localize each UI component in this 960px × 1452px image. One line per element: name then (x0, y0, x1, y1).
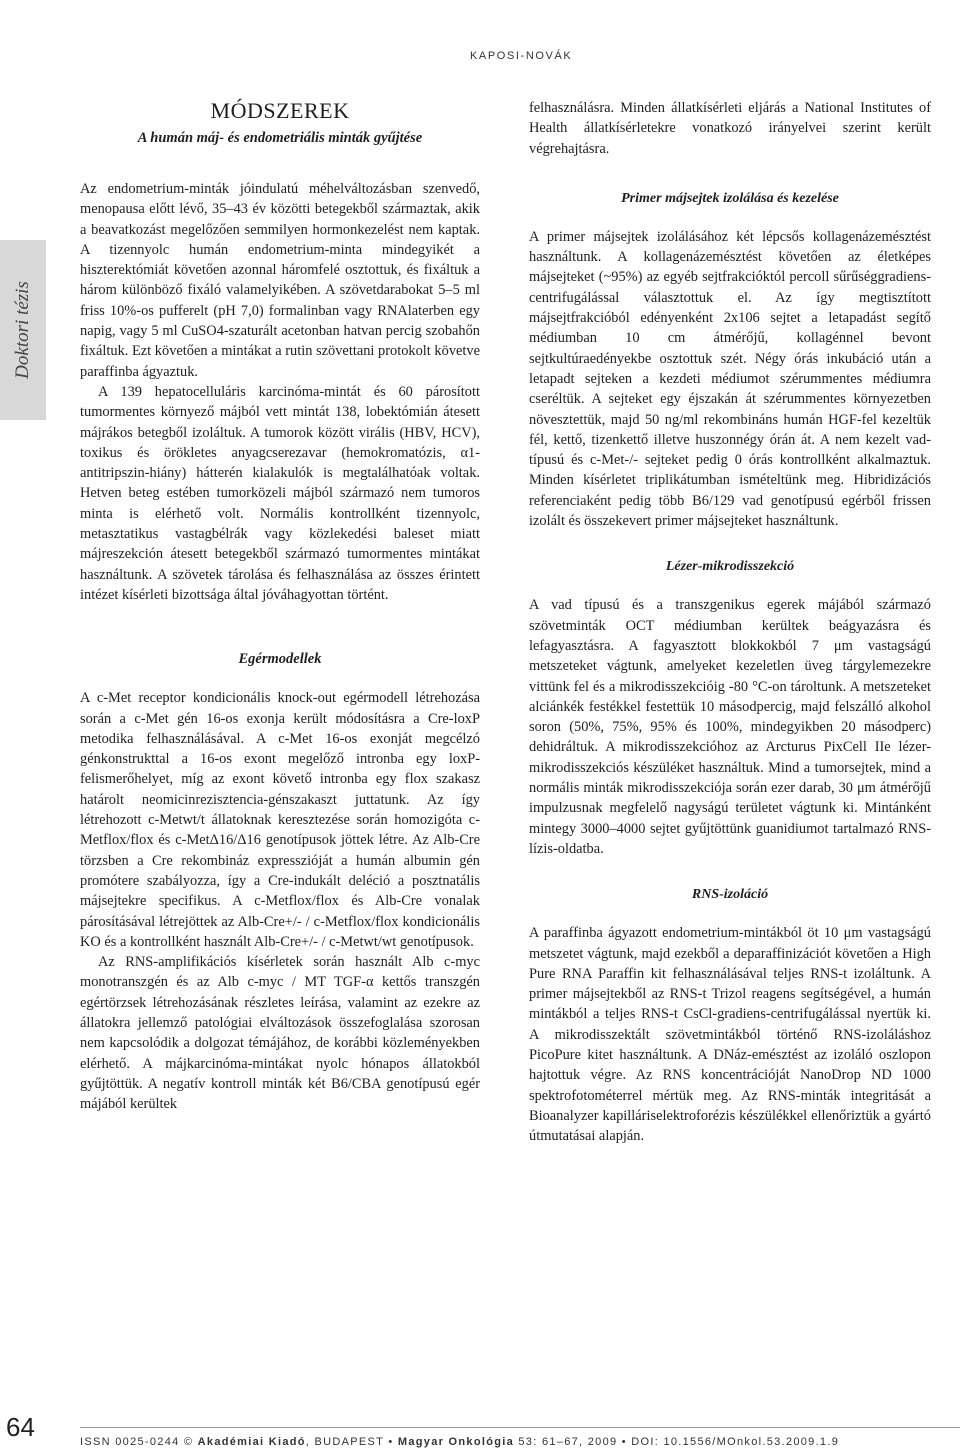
running-head: KAPOSI-NOVÁK (470, 50, 573, 62)
footer-city: , BUDAPEST • (305, 1436, 394, 1448)
subheading-rna-isolation: RNS-izoláció (691, 887, 769, 903)
paragraph-transgenic: Az RNS-amplifikációs kísérletek során használt Alb c-myc monotranszgén és az Alb c-myc / MT TGF-α kettős transzgén egértörzsek létrehozásának részletes leírása, valamint az ezekre az állatokra jellemző patológiai elváltozások összefoglalása szorosan nem kapcsolódik a dolgozat témájához, de korábbi közleményekben elérhető. A májkarcinóma-mintákat nyolc hónapos állatokból gyűjtöttük. A negatív kontroll minták két B6/CBA genotípusú egér májából kerültek (80, 954, 480, 1113)
subheading-lcm: Lézer-mikrodisszekció (665, 559, 795, 575)
footer-rule (80, 1427, 960, 1428)
paragraph-lcm: A vad típusú és a transzgenikus egerek májából származó szövetminták OCT médiumban kerültek beágyazásra és lefagyasztásra. A fagyasztott blokkokból 7 μm vastagságú metszeteket vágtunk, amelyeket kezeletlen üveg tárgylemezekre vittünk fel és a mikrodisszekcióig -80 °C-on tároltunk. A metszeteket alciánkék festékkel festettük 10 másodpercig, majd felszálló alkohol soron (50%, 75%, 95% és 100%, mindegyikben 20 másodperc) dehidráltuk. A mikrodisszekcióhoz az Arcturus PixCell IIe lézer-mikrodisszekciós készüléket használtuk. Mind a tumorsejtek, mind a normális minták mikrodisszekciója során ezer darab, 30 μm átmérőjű impulzusnak megfelelő nagyságú területet vágtunk ki. Mintánként mintegy 3000–4000 sejtet gyűjtöttünk guanidiumot tartalmazó RNS-lízis-oldatba. (529, 597, 931, 857)
side-tab-label: Doktori tézis (12, 281, 33, 379)
footer-volume-doi: 53: 61–67, 2009 • DOI: 10.1556/MOnkol.53.2009.1.9 (518, 1436, 840, 1448)
paragraph-endometrium: Az endometrium-minták jóindulatú méhelváltozásban szenvedő, menopausa előtt lévő, 35–43 év közötti betegekből származtak, akik a beavatkozást megelőzően semmilyen hormonkezelést nem kaptak. A tizennyolc humán endometrium-minta mindegyikét a hiszterektómiát követően azonnal háromfelé osztottuk, és fixáltuk a három különböző fixáló valamelyikében. A szövetdarabokat 5–5 ml friss 10%-os pufferelt (pH 7,0) formalinban vagy RNAlaterben egy napig, vagy 5 ml CuSO4-szaturált acetonban hatvan percig szobahőn fixáltuk. Ezt követően a mintákat a rutin szövettani protokolt követve paraffinba ágyaztuk. (80, 181, 480, 380)
paragraph-animal-ethics: felhasználásra. Minden állatkísérleti eljárás a National Institutes of Health állatkísérletekre vonatkozó irányelvei szerint került végrehajtásra. (529, 100, 931, 157)
page-number: 64 (6, 1412, 35, 1442)
footer-citation (80, 1436, 839, 1448)
section-title: MÓDSZEREK (210, 98, 350, 123)
subheading-sample-collection: A humán máj- és endometriális minták gyűjtése (137, 130, 423, 146)
left-column (80, 98, 480, 1114)
paragraph-cmet-ko: A c-Met receptor kondicionális knock-out egérmodell létrehozása során a c-Met gén 16-os exonja került módosításra a Cre-loxP metodika felhasználásával. A c-Met 16-os exonját megcélzó génkonstrukttal a 16-os exont megelőző intronba egy loxP-felismerőhelyet, míg az exont követő intronba egy flox szakasz határolt neomicinrezisztencia-génszakaszt juttatunk. Az így létrehozott c-Metwt/t állatoknak keresztezése során homozigóta c-Metflox/flox és c-MetΔ16/Δ16 genotípusok jöttek létre. Az Alb-Cre törzsben a Cre rekombináz expresszióját a humán albumin gén promótere szabályozza, így a Cre-indukált deléció a posztnatális májsejtekre specifikus. A c-Metflox/flox és Alb-Cre vonalak párosításával létrejöttek az Alb-Cre+/- / c-Metflox/flox kondicionális KO és a kontrollként használt Alb-Cre+/- / c-Metwt/wt genotípusok. (80, 690, 480, 950)
paragraph-hcc-samples: A 139 hepatocelluláris karcinóma-mintát és 60 párosított tumormentes környező májból vett mintát 138, lobektómián átesett májrákos betegből izoláltuk. A tumorok között virális (HBV, HCV), toxikus és örökletes anyagcserezavar (hemokromatózis, α1-antitripszin-hiány) hátterén kialakulók is megtalálhatóak voltak. Hetven beteg estében tumorközeli májból származó nem tumoros minta is elérhető volt. Normális kontrollként tizennyolc, metasztatikus vastagbélrák vagy közlekedési baleset miatt májreszekción átesett betegekből származó tumormentes mintákat használtunk. A szövetek tárolása és felhasználása az összes érintett intézet kísérleti bizottsága által jóváhagyottan történt. (80, 383, 480, 603)
subheading-mouse-models: Egérmodellek (238, 651, 322, 668)
footer-issn: ISSN 0025-0244 © (80, 1436, 194, 1448)
footer-publisher: Akadémiai Kiadó (197, 1436, 306, 1448)
side-tab (0, 240, 46, 420)
paragraph-rna-isolation: A paraffinba ágyazott endometrium-mintákból öt 10 μm vastagságú metszetet vágtunk, majd ezekből a deparaffinizációt követően a High Pure RNA Paraffin kit felhasználásával teljes RNS-t izoláltunk. A primer májsejtekből az RNS-t Trizol reagens segítségével, a humán mintákból a teljes RNS-t CsCl-gradiens-centrifugálással nyertük ki. A mikrodisszektált szövetmintákból történő RNS-izoláláshoz PicoPure kitet használtunk. A DNáz-emésztést az izoláló oszlopon hajtottuk végre. Az RNS koncentrációját NanoDrop ND 1000 spektrofotométerrel mértük meg. Az RNS-minták integritását a Bioanalyzer kapilláriselektroforézis készülékkel ellenőriztük a gyártó útmutatásai alapján. (529, 925, 931, 1145)
subheading-hepatocytes: Primer májsejtek izolálása és kezelése (621, 190, 839, 206)
right-column (529, 98, 931, 1146)
paragraph-hepatocytes: A primer májsejtek izolálásához két lépcsős kollagenázemésztést használtunk. A kollagenázemésztést követően az életképes májsejteket (~95%) az egyéb sejtfrakcióktól percoll sűrűséggradiens-centrifugálással választottuk el. Az így megtisztított májsejtfrakcióból edényenként 2x106 sejtet a letapadást segítő médiumban 10 cm átmérőjű, kollagénnel bevont sejtkultúraedényekbe osztottuk szét. Négy órás inkubáció után a letapadt sejteken a kezdeti médiumot szérummentes médiumra cseréltük. A sejteket egy éjszakán át szérummentes környezetben növesztettük, majd 50 ng/ml rekombináns humán HGF-fel kezeltük fél, kettő, tizenkettő illetve huszonnégy órán át. A nem kezelt vad-típusú és c-Met-/- sejteket pedig 0 órás kontrollként alkalmaztuk. Minden kísérletet triplikátumban ismételtünk meg. Hibridizációs referenciaként pedig több B6/129 vad genotípusú egérből frissen izolált és összekevert primer májsejteket használtunk. (529, 228, 931, 530)
footer-journal: Magyar Onkológia (397, 1436, 515, 1448)
